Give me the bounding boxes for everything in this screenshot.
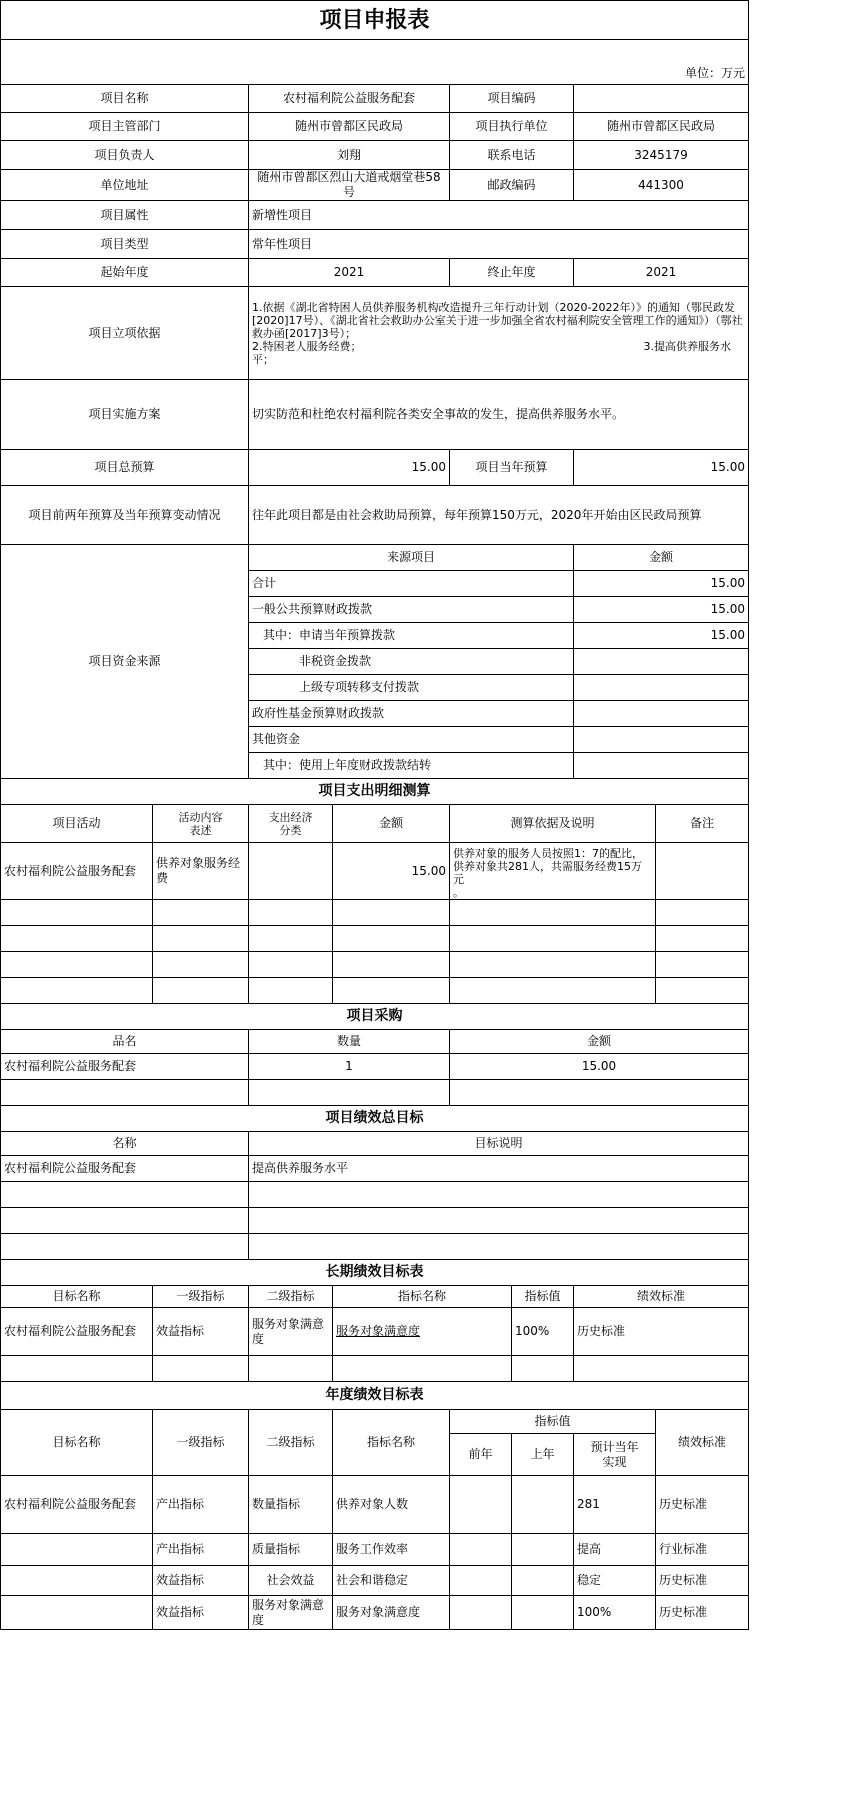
funding-amount-header: 金额 [574,545,749,571]
goal-row-desc: 提高供养服务水平 [249,1156,749,1182]
purchase-section-title: 项目采购 [1,1004,749,1030]
total-budget-label: 项目总预算 [1,450,249,486]
goal-section-title: 项目绩效总目标 [1,1106,749,1132]
project-code-label: 项目编码 [450,85,574,113]
expense-header-basis: 测算依据及说明 [450,805,656,843]
expense-header-econ: 支出经济 分类 [249,805,333,843]
longterm-row-ind: 服务对象满意度 [333,1308,512,1356]
total-budget-value: 15.00 [249,450,450,486]
purchase-header-amount: 金额 [450,1030,749,1054]
expense-row-basis: 供养对象的服务人员按照1：7的配比， 供养对象共281人，共需服务经费15万元 。 [450,843,656,900]
annual-row-2-l2: 质量指标 [249,1534,333,1566]
funding-row-general: 一般公共预算财政拨款 [249,597,574,623]
project-name-label: 项目名称 [1,85,249,113]
expense-header-content: 活动内容 表述 [153,805,249,843]
annual-header-prev2: 前年 [450,1434,512,1476]
funding-row-transfer-amount [574,675,749,701]
longterm-header-l1: 一级指标 [153,1286,249,1308]
annual-header-val: 指标值 [450,1410,656,1434]
attr-label: 项目属性 [1,201,249,230]
basis-line-3: 3.提高供养服务水 [643,339,732,353]
address-label: 单位地址 [1,170,249,201]
funding-row-fund: 政府性基金预算财政拨款 [249,701,574,727]
dept-label: 项目主管部门 [1,113,249,141]
exec-unit-value: 随州市曾都区民政局 [574,113,749,141]
longterm-row-val: 100% [512,1308,574,1356]
longterm-header-std: 绩效标准 [574,1286,749,1308]
purchase-row-item: 农村福利院公益服务配套 [1,1054,249,1080]
funding-row-transfer: 上级专项转移支付拨款 [249,675,574,701]
annual-header-expect: 预计当年 实现 [574,1434,656,1476]
longterm-row-name: 农村福利院公益服务配套 [1,1308,153,1356]
postcode-label: 邮政编码 [450,170,574,201]
annual-row-1-l1: 产出指标 [153,1476,249,1534]
plan-label: 项目实施方案 [1,380,249,450]
annual-header-prev1: 上年 [512,1434,574,1476]
type-label: 项目类型 [1,230,249,259]
longterm-header-name: 目标名称 [1,1286,153,1308]
purchase-header-item: 品名 [1,1030,249,1054]
address-value: 随州市曾都区烈山大道戒烟堂巷58号 [249,170,450,201]
funding-row-total: 合计 [249,571,574,597]
annual-row-4-ind: 服务对象满意度 [333,1596,450,1630]
purchase-row-amount: 15.00 [450,1054,749,1080]
longterm-section-title: 长期绩效目标表 [1,1260,749,1286]
annual-row-2-l1: 产出指标 [153,1534,249,1566]
annual-row-3-l2: 社会效益 [249,1566,333,1596]
annual-row-1-expect: 281 [574,1476,656,1534]
funding-row-nontax: 非税资金拨款 [249,649,574,675]
annual-row-4-expect: 100% [574,1596,656,1630]
funding-label: 项目资金来源 [1,545,249,779]
year-budget-value: 15.00 [574,450,749,486]
goal-row-name: 农村福利院公益服务配套 [1,1156,249,1182]
annual-row-2-expect: 提高 [574,1534,656,1566]
expense-row-note [656,843,749,900]
basis-value [249,287,749,380]
basis-label: 项目立项依据 [1,287,249,380]
prev-budget-label: 项目前两年预算及当年预算变动情况 [1,486,249,545]
expense-row-activity: 农村福利院公益服务配套 [1,843,153,900]
longterm-header-ind: 指标名称 [333,1286,512,1308]
annual-row-4-std: 历史标准 [656,1596,749,1630]
annual-row-3-l1: 效益指标 [153,1566,249,1596]
expense-header-amount: 金额 [333,805,450,843]
annual-header-std: 绩效标准 [656,1410,749,1476]
purchase-row-qty: 1 [249,1054,450,1080]
expense-row-amount: 15.00 [333,843,450,900]
basis-line-1: 1.依据《湖北省特困人员供养服务机构改造提升三年行动计划（2020-2022年）》的通知（鄂民政发[2020]17号）、《湖北省社会救助办公室关于进一步加强全省农村福利院安全管理工作的通知》）（鄂社救办函[2017]3号）； [252,300,743,340]
funding-row-general-amount: 15.00 [574,597,749,623]
funding-row-apply-amount: 15.00 [574,623,749,649]
annual-row-3-expect: 稳定 [574,1566,656,1596]
goal-header-name: 名称 [1,1132,249,1156]
basis-line-2: 2.特困老人服务经费； [252,339,362,353]
dept-value: 随州市曾都区民政局 [249,113,450,141]
annual-header-l1: 一级指标 [153,1410,249,1476]
phone-value: 3245179 [574,141,749,170]
year-budget-label: 项目当年预算 [450,450,574,486]
annual-row-3-std: 历史标准 [656,1566,749,1596]
funding-source-header: 来源项目 [249,545,574,571]
funding-row-carryover: 其中：使用上年度财政拨款结转 [249,753,574,779]
funding-row-fund-amount [574,701,749,727]
start-year-value: 2021 [249,259,450,287]
postcode-value: 441300 [574,170,749,201]
longterm-header-val: 指标值 [512,1286,574,1308]
longterm-row-l1: 效益指标 [153,1308,249,1356]
annual-row-4-l1: 效益指标 [153,1596,249,1630]
longterm-row-l2: 服务对象满意度 [249,1308,333,1356]
annual-row-name: 农村福利院公益服务配套 [1,1476,153,1534]
longterm-row-std: 历史标准 [574,1308,749,1356]
expense-header-note: 备注 [656,805,749,843]
annual-row-3-ind: 社会和谐稳定 [333,1566,450,1596]
end-year-value: 2021 [574,259,749,287]
funding-row-nontax-amount [574,649,749,675]
longterm-header-l2: 二级指标 [249,1286,333,1308]
manager-label: 项目负责人 [1,141,249,170]
phone-label: 联系电话 [450,141,574,170]
basis-line-4: 平； [252,352,274,366]
annual-header-l2: 二级指标 [249,1410,333,1476]
expense-row-econ [249,843,333,900]
annual-section-title: 年度绩效目标表 [1,1382,749,1410]
page-title: 项目申报表 [1,1,749,40]
funding-row-other: 其他资金 [249,727,574,753]
annual-row-4-l2: 服务对象满意度 [249,1596,333,1630]
funding-row-other-amount [574,727,749,753]
type-value: 常年性项目 [249,230,749,259]
project-name-value: 农村福利院公益服务配套 [249,85,450,113]
funding-row-total-amount: 15.00 [574,571,749,597]
attr-value: 新增性项目 [249,201,749,230]
goal-header-desc: 目标说明 [249,1132,749,1156]
prev-budget-value: 往年此项目都是由社会救助局预算，每年预算150万元，2020年开始由区民政局预算 [249,486,749,545]
annual-row-1-l2: 数量指标 [249,1476,333,1534]
annual-row-2-std: 行业标准 [656,1534,749,1566]
exec-unit-label: 项目执行单位 [450,113,574,141]
end-year-label: 终止年度 [450,259,574,287]
annual-row-1-ind: 供养对象人数 [333,1476,450,1534]
expense-section-title: 项目支出明细测算 [1,779,749,805]
manager-value: 刘翔 [249,141,450,170]
expense-header-activity: 项目活动 [1,805,153,843]
purchase-header-qty: 数量 [249,1030,450,1054]
start-year-label: 起始年度 [1,259,249,287]
annual-header-ind: 指标名称 [333,1410,450,1476]
annual-row-1-std: 历史标准 [656,1476,749,1534]
project-code-value [574,85,749,113]
annual-header-name: 目标名称 [1,1410,153,1476]
expense-row-content: 供养对象服务经费 [153,843,249,900]
funding-row-carryover-amount [574,753,749,779]
plan-value: 切实防范和杜绝农村福利院各类安全事故的发生，提高供养服务水平。 [249,380,749,450]
funding-row-apply: 其中：申请当年预算拨款 [249,623,574,649]
annual-row-2-ind: 服务工作效率 [333,1534,450,1566]
unit-label: 单位：万元 [1,63,749,85]
